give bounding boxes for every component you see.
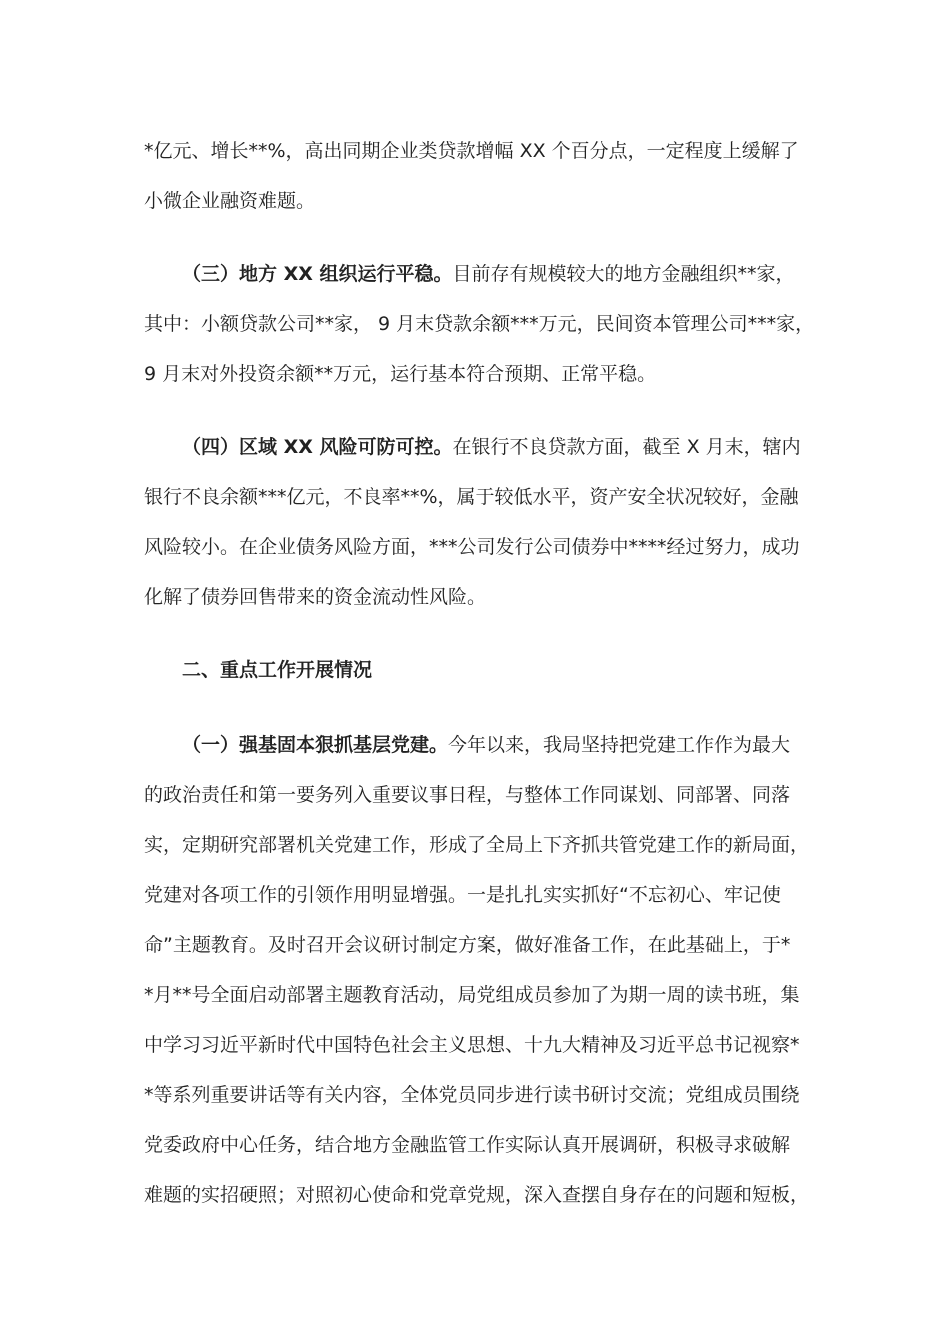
paragraph-local-organizations [144, 249, 815, 399]
text-line: 中学习习近平新时代中国特色社会主义思想、十九大精神及习近平总书记视察* [144, 1034, 800, 1056]
paragraph-title: （三）地方 XX 组织运行平稳。 [182, 263, 453, 285]
text-line: 化解了债券回售带来的资金流动性风险。 [144, 586, 487, 608]
text-line: *亿元、增长**%，高出同期企业类贷款增幅 XX 个百分点，一定程度上缓解了 [144, 140, 799, 162]
text-line: *月**号全面启动部署主题教育活动，局党组成员参加了为期一周的读书班，集 [144, 984, 800, 1006]
paragraph-first-line [144, 422, 806, 472]
paragraph-text: 今年以来，我局坚持把党建工作作为最大 [448, 734, 791, 756]
text-line: 小微企业融资难题。 [144, 190, 316, 212]
paragraph-title: （一）强基固本狠抓基层党建。 [182, 734, 449, 756]
paragraph-first-line [144, 720, 806, 770]
text-line: 银行不良余额***亿元，不良率**%，属于较低水平，资产安全状况较好，金融 [144, 486, 799, 508]
text-line: 实，定期研究部署机关党建工作，形成了全局上下齐抓共管党建工作的新局面， [144, 834, 810, 856]
text-line: 9 月末对外投资余额**万元，运行基本符合预期、正常平稳。 [144, 363, 657, 385]
paragraph-regional-risk [144, 422, 806, 622]
text-line: 的政治责任和第一要务列入重要议事日程，与整体工作同谋划、同部署、同落 [144, 784, 791, 806]
paragraph-title: （四）区域 XX 风险可防可控。 [182, 436, 453, 458]
text-line: 其中：小额贷款公司**家， 9 月末贷款余额***万元，民间资本管理公司***家， [144, 313, 815, 335]
text-line: 党建对各项工作的引领作用明显增强。一是扎扎实实抓好“不忘初心、牢记使 [144, 884, 781, 906]
text-line: 难题的实招硬照；对照初心使命和党章党规，深入查摆自身存在的问题和短板， [144, 1184, 810, 1206]
paragraph-continuation [144, 126, 806, 226]
text-line: 命”主题教育。及时召开会议研讨制定方案，做好准备工作，在此基础上，于* [144, 934, 791, 956]
paragraph-text: 目前存有规模较大的地方金融组织**家， [452, 263, 795, 285]
paragraph-party-building [144, 720, 810, 1220]
text-line: *等系列重要讲话等有关内容，全体党员同步进行读书研讨交流；党组成员围绕 [144, 1084, 800, 1106]
paragraph-text: 在银行不良贷款方面，截至 X 月末，辖内 [452, 436, 801, 458]
paragraph-first-line [144, 249, 806, 299]
text-line: 风险较小。在企业债务风险方面，***公司发行公司债券中****经过努力，成功 [144, 536, 800, 558]
section-heading: 二、重点工作开展情况 [182, 659, 373, 681]
text-line: 党委政府中心任务，结合地方金融监管工作实际认真开展调研，积极寻求破解 [144, 1134, 791, 1156]
